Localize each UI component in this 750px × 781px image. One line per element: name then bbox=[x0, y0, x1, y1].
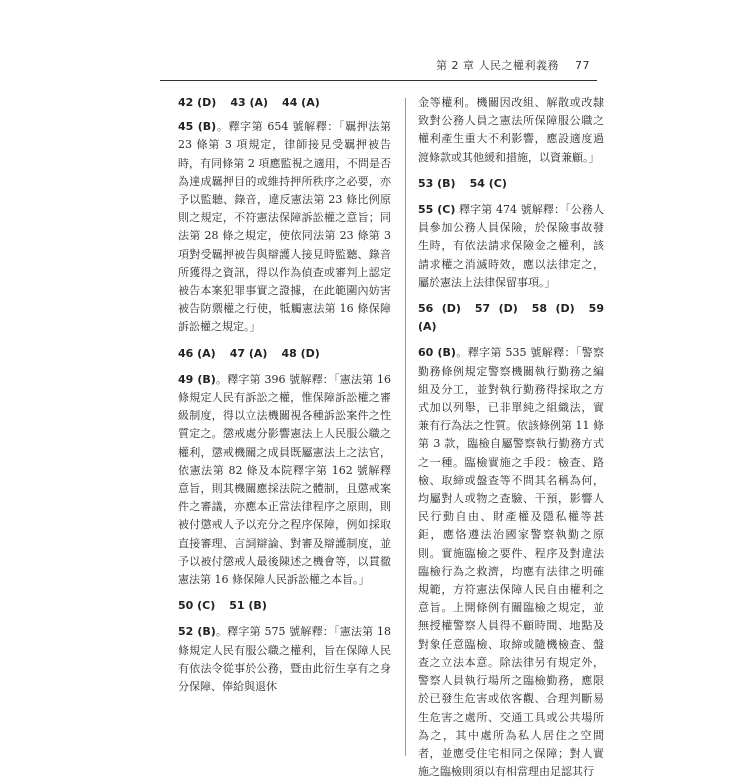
answer-number: 45 (B) bbox=[178, 120, 217, 134]
column-divider bbox=[405, 98, 406, 756]
answer: 50 (C) bbox=[178, 599, 216, 613]
explanation-text: 。釋字第 654 號解釋：「羈押法第 23 條第 3 項規定，律師接見受羈押被告時，有同條第 2 項應監視之適用，不問是否為達成羈押目的或維持押所秩序之必要，亦予以監聽、錄音，違反憲法第 23 條比例原則之規定，不符憲法保障訴訟權之意旨；同法第 28 條之規定，使依同法第 23 條第 3 項對受羈押被告與辯護人接見時監聽、錄音所獲得之資訊，得以作為偵查或審判上認定被告本案犯罪事實之證據，在此範圍內妨害被告防禦權之行使，牴觸憲法第 16 條保障訴訟權之規定。」 bbox=[178, 120, 391, 334]
explanation-text: 金等權利。機關因改組、解散或改隸致對公務人員之憲法所保障服公職之權利產生重大不利影響，應設適度過渡條款或其他緩和措施，以資兼顧。」 bbox=[418, 96, 604, 164]
answer-number: 60 (B) bbox=[418, 346, 456, 360]
answer: 44 (A) bbox=[282, 96, 320, 109]
answer: 47 (A) bbox=[229, 346, 268, 360]
page-number: 77 bbox=[575, 59, 590, 72]
answer-row bbox=[178, 94, 391, 112]
answer: 56 (D) bbox=[418, 302, 461, 316]
answer-number: 49 (B) bbox=[178, 372, 216, 386]
explanation-text: 釋字第 474 號解釋：「公務人員參加公務人員保險，於保險事故發生時，有依法請求保險金之權利，該請求權之消滅時效，應以法律定之，屬於憲法上法律保留事項。」 bbox=[418, 203, 604, 289]
chapter-title: 第 2 章 人民之權利義務 bbox=[436, 59, 559, 72]
answer-number: 55 (C) bbox=[418, 203, 456, 217]
answer-row bbox=[178, 345, 391, 363]
answer: 58 (D) bbox=[531, 302, 575, 316]
answer-explanation bbox=[418, 344, 604, 781]
answer-explanation bbox=[178, 623, 391, 696]
answer-explanation bbox=[418, 201, 604, 292]
answer-explanation bbox=[178, 371, 391, 589]
answer: 57 (D) bbox=[474, 302, 518, 316]
explanation-text: 。釋字第 396 號解釋：「憲法第 16 條規定人民有訴訟之權，惟保障訴訟權之審級制度，得以立法機關視各種訴訟案件之性質定之。懲戒處分影響憲法上人民服公職之權利，懲戒機關之成員既屬憲法上之法官，依憲法第 82 條及本院釋字第 162 號解釋意旨，則其機關應採法院之體制，且懲戒案件之審議，亦應本正當法律程序之原則，則被付懲戒人予以充分之程序保障，例如採取直接審理、言詞辯論、對審及辯護制度，並予以被付懲戒人最後陳述之機會等，以貫徹憲法第 16 條保障人民訴訟權之本旨。」 bbox=[178, 372, 391, 587]
answer: 42 (D) bbox=[178, 96, 217, 109]
answer: 54 (C) bbox=[469, 176, 507, 190]
answer: 59 (A) bbox=[418, 302, 604, 334]
left-column bbox=[178, 94, 391, 696]
answer-number: 52 (B) bbox=[178, 625, 216, 639]
answer: 48 (D) bbox=[281, 346, 320, 360]
answer-row bbox=[418, 300, 604, 336]
explanation-text: 。釋字第 535 號解釋：「警察勤務條例規定警察機關執行勤務之編組及分工，並對執行勤務得採取之方式加以列舉，已非單純之組織法，實兼有行為法之性質。依該條例第 11 條第 3 款，臨檢自屬警察執行勤務方式之一種。臨檢實施之手段：檢查、路檢、取締或盤查等不問其名稱為何，均屬對人或物之查驗、干預，影響人民行動自由、財產權及隱私權等甚鉅，應恪遵法治國家警察執勤之原則。實施臨檢之要件、程序及對違法臨檢行為之救濟，均應有法律之明確規範，方符憲法保障人民自由權利之意旨。上開條例有關臨檢之規定，並無授權警察人員得不顧時間、地點及對象任意臨檢、取締或隨機檢查、盤查之立法本意。除法律另有規定外，警察人員執行場所之臨檢勤務，應限於已發生危害或依客觀、合理判斷易生危害之處所、交通工具或公共場所為之，其中處所為私人居住之空間者，並應受住宅相同之保障；對人實施之臨檢則須以有相當理由足認其行 bbox=[418, 346, 604, 779]
answer-explanation bbox=[178, 118, 391, 336]
header-rule bbox=[160, 80, 597, 81]
explanation-text: 。釋字第 575 號解釋：「憲法第 18 條規定人民有服公職之權利，旨在保障人民有依法令從事於公務，暨由此衍生享有之身分保障、俸給與退休 bbox=[178, 625, 391, 694]
answer-row bbox=[418, 175, 604, 193]
answer-row bbox=[178, 597, 391, 615]
continued-text bbox=[418, 94, 604, 167]
right-column bbox=[418, 94, 604, 781]
answer: 43 (A) bbox=[230, 96, 269, 109]
running-header bbox=[436, 57, 590, 73]
answer: 46 (A) bbox=[178, 346, 216, 360]
answer: 51 (B) bbox=[229, 599, 267, 613]
answer: 53 (B) bbox=[418, 176, 456, 190]
